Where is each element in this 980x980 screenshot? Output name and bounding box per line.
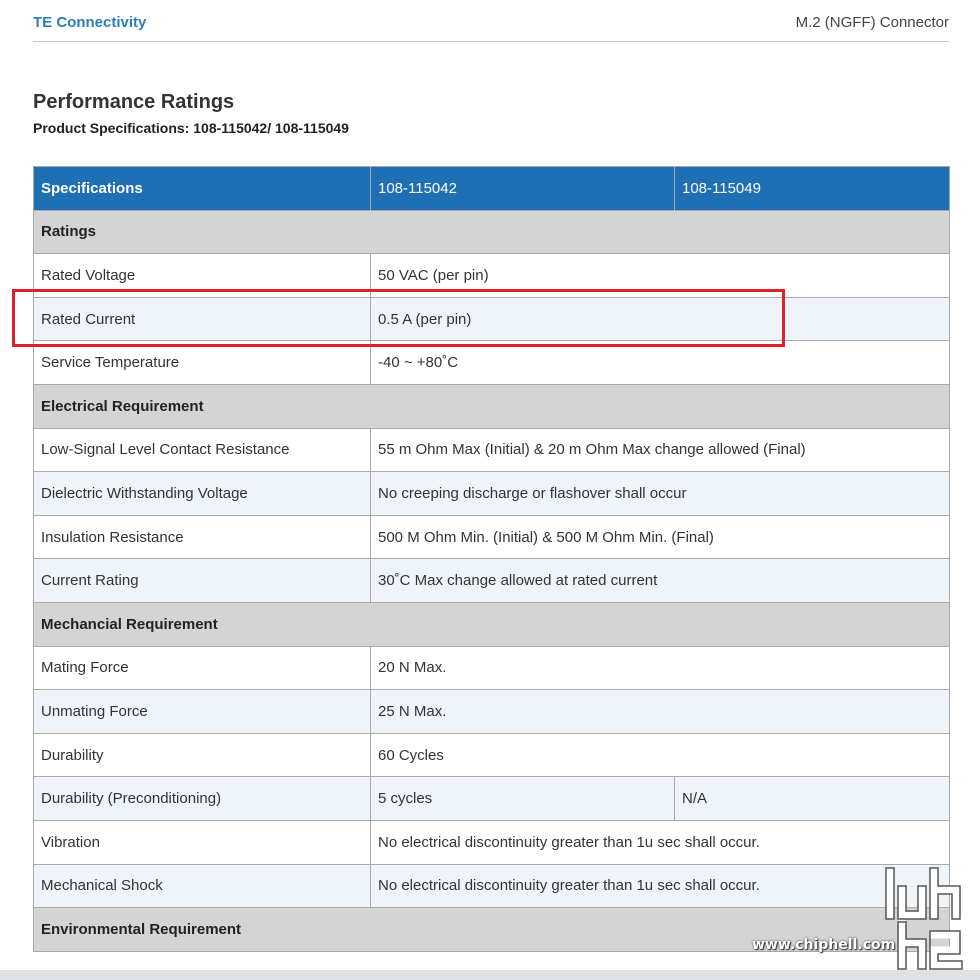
table-row (34, 297, 950, 341)
table-header-row (34, 167, 950, 211)
spec-value: No electrical discontinuity greater than 1u sec shall occur. (371, 820, 950, 864)
table-row (34, 341, 950, 385)
specifications-table (33, 166, 950, 952)
product-name: M.2 (NGFF) Connector (795, 14, 949, 31)
spec-label: Unmating Force (34, 690, 371, 734)
spec-label: Rated Current (34, 297, 371, 341)
table-body (34, 210, 950, 951)
spec-label: Dielectric Withstanding Voltage (34, 472, 371, 516)
spec-value: 20 N Max. (371, 646, 950, 690)
spec-label: Insulation Resistance (34, 515, 371, 559)
column-header-108-115049: 108-115049 (675, 167, 950, 211)
spec-label: Mating Force (34, 646, 371, 690)
section-title: Electrical Requirement (34, 384, 950, 428)
spec-value: 55 m Ohm Max (Initial) & 20 m Ohm Max change allowed (Final) (371, 428, 950, 472)
table-section-row (34, 384, 950, 428)
column-header-108-115042: 108-115042 (371, 167, 675, 211)
section-title: Environmental Requirement (34, 908, 950, 952)
chiphell-watermark (752, 860, 967, 970)
table-section-row (34, 602, 950, 646)
table-row (34, 428, 950, 472)
table-row (34, 777, 950, 821)
table-row (34, 733, 950, 777)
spec-label: Service Temperature (34, 341, 371, 385)
spec-value: No electrical discontinuity greater than 1u sec shall occur. (371, 864, 950, 908)
table-row (34, 254, 950, 298)
table-row (34, 646, 950, 690)
brand-name: TE Connectivity (33, 14, 147, 31)
spec-value: 500 M Ohm Min. (Initial) & 500 M Ohm Min. (Final) (371, 515, 950, 559)
page-title: Performance Ratings (33, 91, 235, 113)
spec-value: -40 ~ +80˚C (371, 341, 950, 385)
section-title: Ratings (34, 210, 950, 254)
chiphell-logo-icon (752, 860, 967, 970)
spec-value-108-115049: N/A (675, 777, 950, 821)
table-row (34, 515, 950, 559)
spec-label: Durability (Preconditioning) (34, 777, 371, 821)
page-subtitle: Product Specifications: 108-115042/ 108-115049 (33, 120, 349, 136)
table-section-row (34, 210, 950, 254)
spec-value: 60 Cycles (371, 733, 950, 777)
column-header-specifications: Specifications (34, 167, 371, 211)
watermark-url: www.chiphell.com (752, 937, 896, 953)
spec-value: 0.5 A (per pin) (371, 297, 950, 341)
spec-value: 30˚C Max change allowed at rated current (371, 559, 950, 603)
table-row (34, 472, 950, 516)
table-row (34, 690, 950, 734)
spec-label: Vibration (34, 820, 371, 864)
spec-label: Mechanical Shock (34, 864, 371, 908)
table-row (34, 559, 950, 603)
spec-value: 50 VAC (per pin) (371, 254, 950, 298)
page-header (33, 0, 949, 42)
bottom-scroll-bar (0, 970, 980, 980)
spec-value: No creeping discharge or flashover shall occur (371, 472, 950, 516)
spec-value: 25 N Max. (371, 690, 950, 734)
spec-label: Current Rating (34, 559, 371, 603)
spec-label: Rated Voltage (34, 254, 371, 298)
section-title: Mechancial Requirement (34, 602, 950, 646)
spec-label: Low-Signal Level Contact Resistance (34, 428, 371, 472)
table-row (34, 820, 950, 864)
spec-label: Durability (34, 733, 371, 777)
spec-value: 5 cycles (371, 777, 675, 821)
